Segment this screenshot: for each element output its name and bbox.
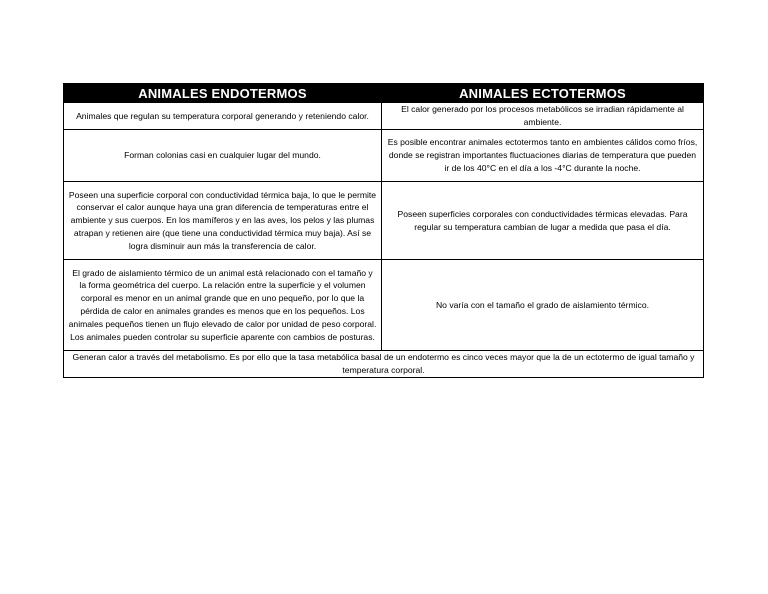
table-row — [64, 182, 704, 260]
header-endotermos: ANIMALES ENDOTERMOS — [64, 84, 382, 103]
cell-endotermos: Poseen una superficie corporal con conductividad térmica baja, lo que le permite conservar el calor aunque haya una gran diferencia de temperaturas entre el ambiente y sus cuerpos. En los mamíferos y en las aves, los pelos y las plumas atrapan y retienen aire (que tiene una conductividad térmica muy baja). Así se logra disminuir aun más la transferencia de calor. — [64, 182, 382, 260]
cell-ectotermos: El calor generado por los procesos metabólicos se irradian rápidamente al ambiente. — [382, 103, 704, 130]
comparison-table — [63, 83, 704, 378]
cell-ectotermos: Es posible encontrar animales ectotermos tanto en ambientes cálidos como fríos, donde se registran importantes fluctuaciones diarias de temperatura que pueden ir de los 40°C en el día a los -4°C durante la noche. — [382, 130, 704, 182]
cell-ectotermos: No varía con el tamaño el grado de aislamiento térmico. — [382, 260, 704, 351]
cell-endotermos: Animales que regulan su temperatura corporal generando y reteniendo calor. — [64, 103, 382, 130]
table-row — [64, 103, 704, 130]
table-row — [64, 130, 704, 182]
cell-ectotermos: Poseen superficies corporales con conductividades térmicas elevadas. Para regular su temperatura cambian de lugar a medida que pasa el día. — [382, 182, 704, 260]
footer-row — [64, 351, 704, 378]
table-row — [64, 260, 704, 351]
header-ectotermos: ANIMALES ECTOTERMOS — [382, 84, 704, 103]
cell-footer: Generan calor a través del metabolismo. Es por ello que la tasa metabólica basal de un endotermo es cinco veces mayor que la de un ectotermo de igual tamaño y temperatura corporal. — [64, 351, 704, 378]
header-row — [64, 84, 704, 103]
cell-endotermos: El grado de aislamiento térmico de un animal está relacionado con el tamaño y la forma geométrica del cuerpo. La relación entre la superficie y el volumen corporal es menor en un animal grande que en uno pequeño, por lo que la pérdida de calor en animales grandes es menos que en los pequeños. Los animales pequeños tienen un flujo elevado de calor por unidad de peso corporal. Los animales pueden controlar su superficie aparente con cambios de posturas. — [64, 260, 382, 351]
cell-endotermos: Forman colonias casi en cualquier lugar del mundo. — [64, 130, 382, 182]
